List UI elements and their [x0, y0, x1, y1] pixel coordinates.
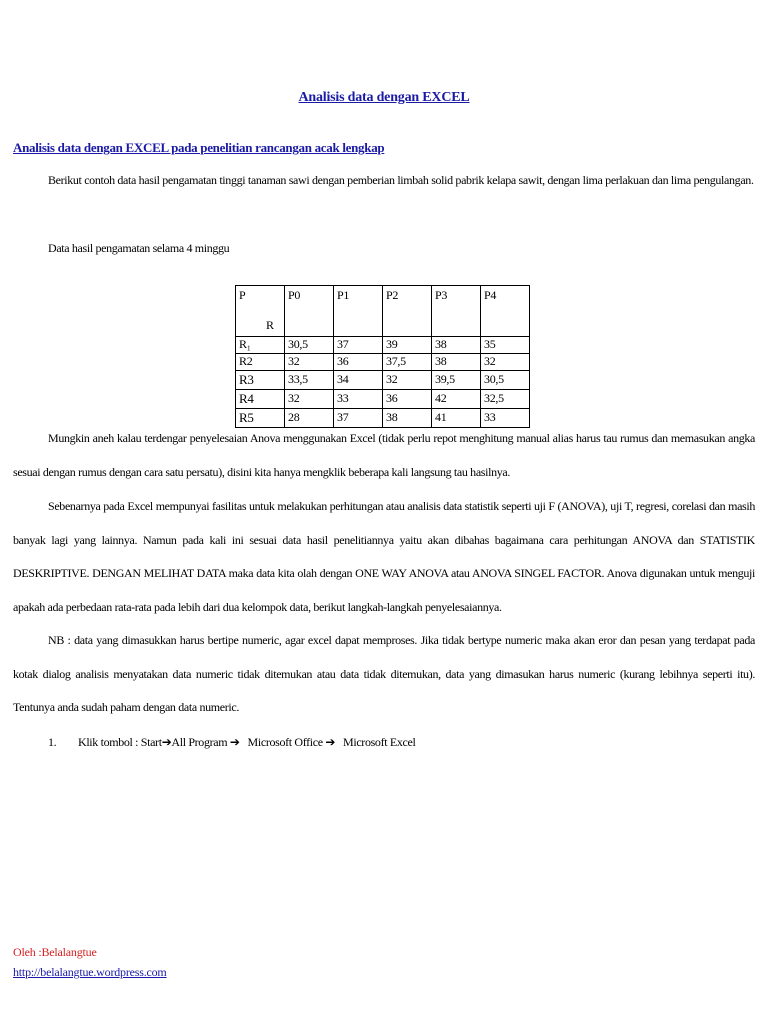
intro-text: Berikut contoh data hasil pengamatan tinggi tanaman sawi dengan pemberian limbah solid pabrik kelapa sawit, dengan lima perlakuan dan lima pengulangan. — [48, 173, 754, 187]
table-cell: 42 — [432, 390, 481, 409]
document-title: Analisis data dengan EXCEL — [298, 90, 470, 105]
table-cell: 33 — [481, 409, 530, 428]
document-subtitle: Analisis data dengan EXCEL pada penelitian rancangan acak lengkap — [13, 140, 385, 155]
data-caption: Data hasil pengamatan selama 4 minggu — [48, 241, 230, 255]
table-cell: 32 — [383, 371, 432, 390]
step-text-all-program: All Program — [171, 735, 228, 749]
table-header-cell: P1 — [334, 286, 383, 337]
table-header-cell: P2 — [383, 286, 432, 337]
table-cell: 35 — [481, 337, 530, 354]
table-row — [236, 337, 530, 354]
excel-facilities-text: Sebenarnya pada Excel mempunyai fasilitas untuk melakukan perhitungan atau analisis data statistik seperti uji F (ANOVA), uji T, regresi, corelasi dan masih banyak lagi yang lainnya. Namun pada kali ini sesuai data hasil penelitiannya yaitu akan dibahas bagaimana cara perhitungan ANOVA dan STATISTIK DESKRIPTIVE. DENGAN MELIHAT DATA maka data kita olah dengan ONE WAY ANOVA atau ANOVA SINGEL FACTOR. Anova digunakan untuk menguji apakah ada perbedaan rata-rata pada lebih dari dua kelompok data, berikut langkah-langkah penyelesaiannya. — [13, 499, 755, 614]
anova-paragraph — [13, 422, 755, 489]
table-cell: 41 — [432, 409, 481, 428]
table-cell: 33 — [334, 390, 383, 409]
table-row-label: R3 — [236, 371, 285, 390]
arrow-right-icon: ➔ — [161, 735, 172, 749]
table-cell: 37 — [334, 409, 383, 428]
table-cell: 34 — [334, 371, 383, 390]
table-header-cell: P4 — [481, 286, 530, 337]
step-number: 1. — [48, 735, 57, 749]
table-cell: 39,5 — [432, 371, 481, 390]
table-cell: 30,5 — [285, 337, 334, 354]
arrow-right-icon: ➔ — [325, 735, 336, 749]
table-header-row — [236, 286, 530, 337]
anova-text: Mungkin aneh kalau terdengar penyelesaian Anova menggunakan Excel (tidak perlu repot menghitung manual alias harus tau rumus dan memasukan angka sesuai dengan rumus dengan cara satu persatu), disini kita hanya mengklik beberapa kali langsung tau hasilnya. — [13, 431, 755, 479]
numeric-note-paragraph — [13, 624, 755, 725]
table-cell: 36 — [383, 390, 432, 409]
excel-facilities-paragraph — [13, 490, 755, 624]
table-cell: 32 — [481, 354, 530, 371]
table-row — [236, 354, 530, 371]
table-row-label: R2 — [236, 354, 285, 371]
table-corner-top: P — [239, 288, 246, 302]
footer-author: Oleh :Belalangtue — [13, 945, 97, 959]
table-row — [236, 390, 530, 409]
step-text-start: Klik tombol : Start — [78, 735, 162, 749]
table-row-label: R₁ — [236, 337, 285, 354]
step-list-item — [48, 735, 415, 750]
table-cell: 33,5 — [285, 371, 334, 390]
table-cell: 32 — [285, 390, 334, 409]
table-header-cell: P3 — [432, 286, 481, 337]
table-cell: 38 — [432, 337, 481, 354]
footer-blog-link[interactable]: http://belalangtue.wordpress.com — [13, 965, 167, 979]
table-cell: 32,5 — [481, 390, 530, 409]
table-cell: 30,5 — [481, 371, 530, 390]
table-cell: 38 — [432, 354, 481, 371]
table-cell: 39 — [383, 337, 432, 354]
table-row-label: R4 — [236, 390, 285, 409]
table-cell: 37,5 — [383, 354, 432, 371]
table-corner-bottom: R — [266, 318, 274, 332]
table-cell: 28 — [285, 409, 334, 428]
table-row — [236, 371, 530, 390]
step-text-excel: Microsoft Excel — [343, 735, 416, 749]
table-cell: 32 — [285, 354, 334, 371]
numeric-note-text: NB : data yang dimasukkan harus bertipe numeric, agar excel dapat memproses. Jika tidak bertype numeric maka akan eror dan pesan yang terdapat pada kotak dialog analisis menyatakan data numeric tidak ditemukan atau data tidak ditemukan, data yang dimasukan harus numeric (kurang lebihnya seperti itu). Tentunya anda sudah paham dengan data numeric. — [13, 633, 755, 714]
arrow-right-icon: ➔ — [229, 735, 240, 749]
table-cell: 38 — [383, 409, 432, 428]
table-corner-cell — [236, 286, 285, 337]
table-row-label: R5 — [236, 409, 285, 428]
table-cell: 37 — [334, 337, 383, 354]
intro-paragraph — [13, 164, 755, 198]
step-text-office: Microsoft Office — [247, 735, 323, 749]
observation-table — [235, 285, 530, 428]
table-cell: 36 — [334, 354, 383, 371]
table-header-cell: P0 — [285, 286, 334, 337]
